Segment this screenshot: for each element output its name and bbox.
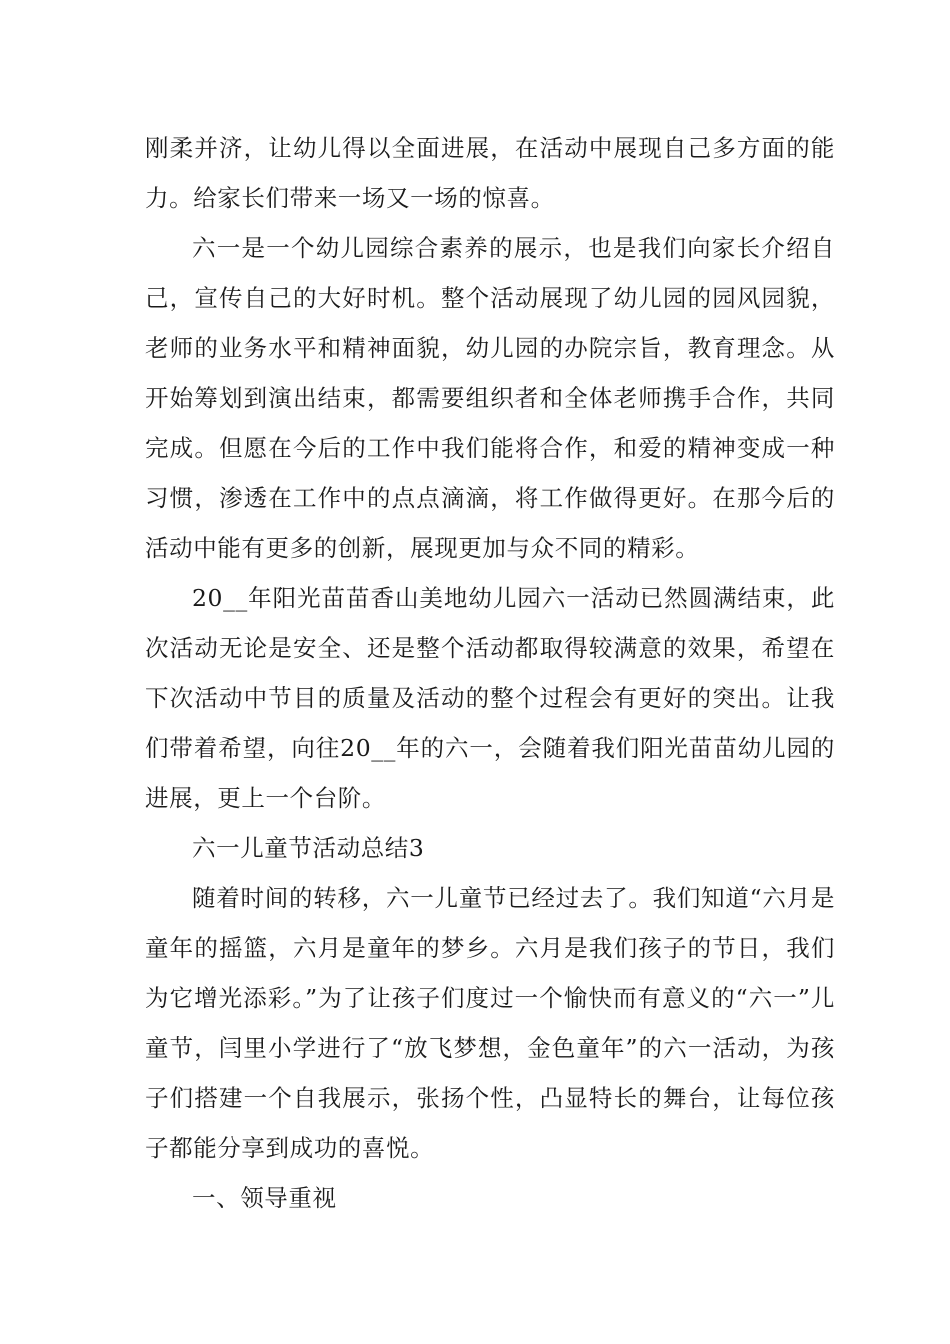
section-title: 六一儿童节活动总结3 (192, 834, 425, 862)
paragraph-sixone-showcase: 六一是一个幼儿园综合素养的展示，也是我们向家长介绍自己，宣传自己的大好时机。整个活动展现了幼儿园的园风园貌，老师的业务水平和精神面貌，幼儿园的办院宗旨，教育理念。从开始筹划到演出结束，都需要组织者和全体老师携手合作，共同完成。但愿在今后的工作中我们能将合作，和爱的精神变成一种习惯，渗透在工作中的点点滴滴，将工作做得更好。在那今后的活动中能有更多的创新，展现更加与众不同的精彩。 (145, 234, 835, 562)
paragraph-intro: 随着时间的转移，六一儿童节已经过去了。我们知道“六月是童年的摇篮，六月是童年的梦乡。六月是我们孩子的节日，我们为它增光添彩。”为了让孩子们度过一个愉快而有意义的“六一”儿童节，闫里小学进行了“放飞梦想，金色童年”的六一活动，为孩子们搭建一个自我展示，张扬个性，凸显特长的舞台，让每位孩子都能分享到成功的喜悦。 (145, 884, 835, 1162)
paragraph-continuation: 刚柔并济，让幼儿得以全面进展，在活动中展现自己多方面的能力。给家长们带来一场又一场的惊喜。 (145, 134, 835, 212)
paragraph-event-summary: 20__年阳光苗苗香山美地幼儿园六一活动已然圆满结束，此次活动无论是安全、还是整个活动都取得较满意的效果，希望在下次活动中节目的质量及活动的整个过程会有更好的突出。让我们带着希望，向往20__年的六一，会随着我们阳光苗苗幼儿园的进展，更上一个台阶。 (145, 584, 835, 812)
document-body (145, 123, 835, 1223)
subheading-leadership: 一、领导重视 (192, 1184, 337, 1212)
